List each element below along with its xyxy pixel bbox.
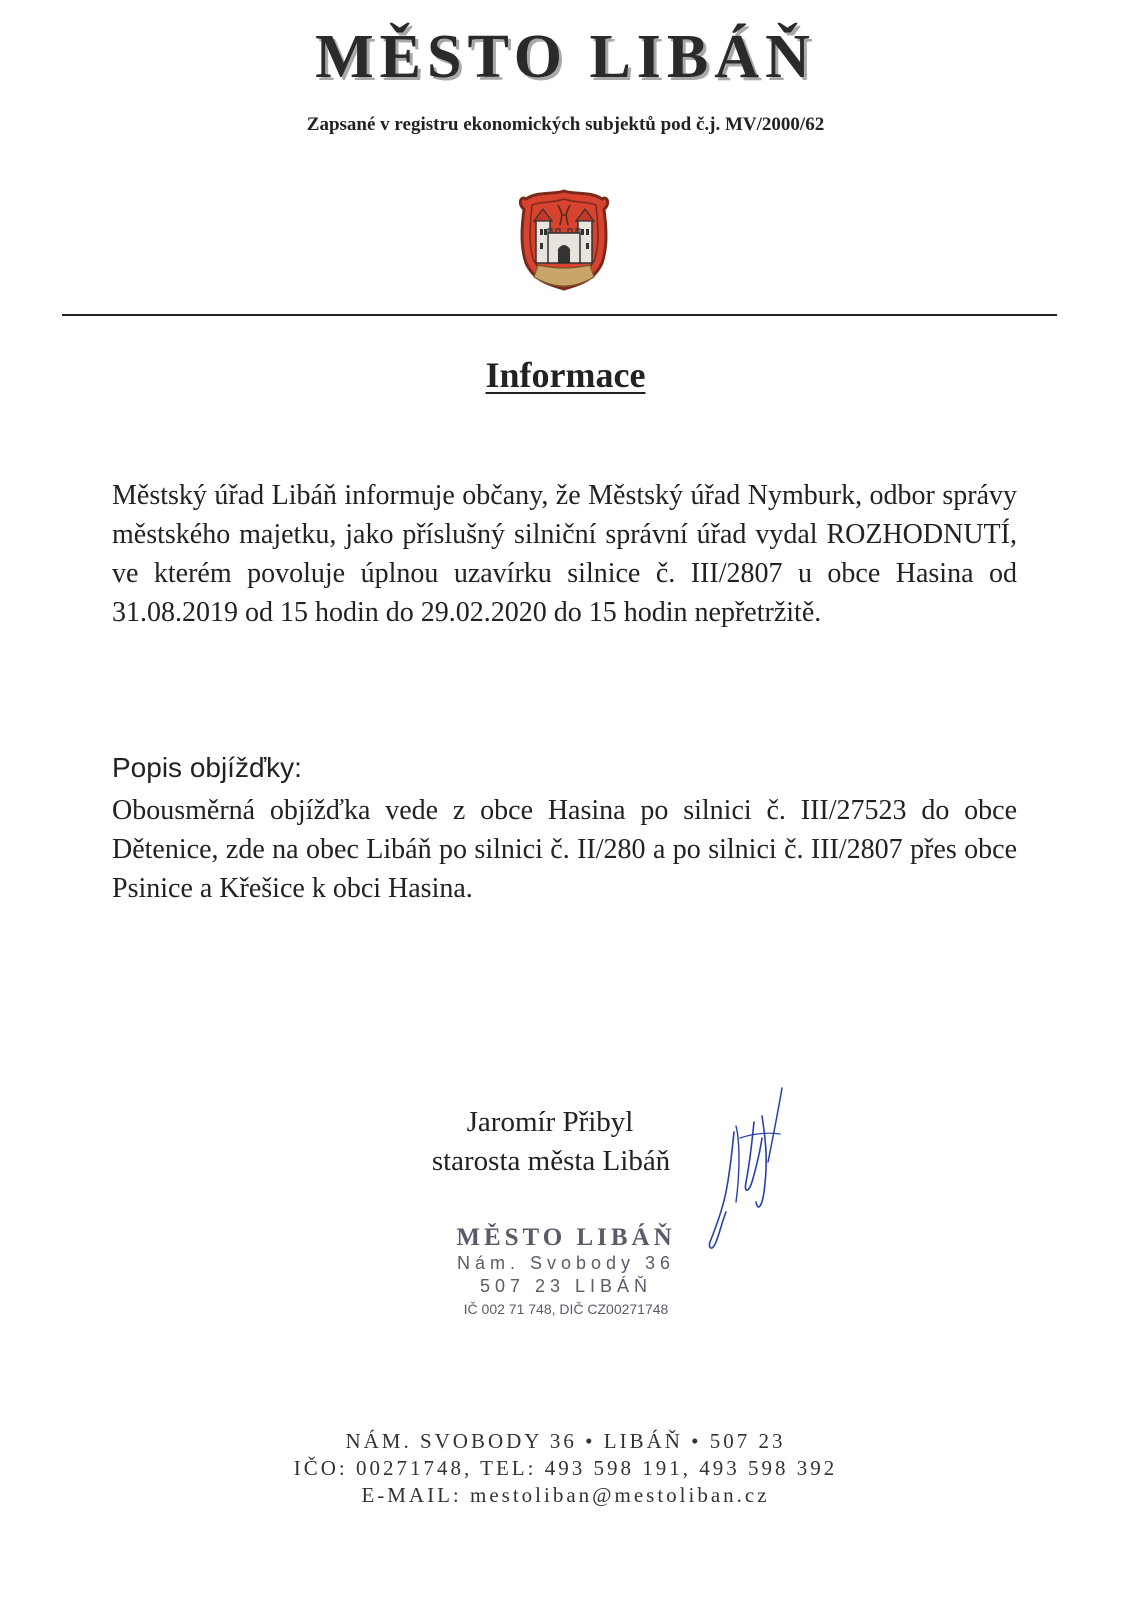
footer-email: E-MAIL: mestoliban@mestoliban.cz: [361, 1483, 770, 1507]
detour-label: Popis objížďky:: [112, 752, 302, 783]
stamp-title: MĚSTO LIBÁŇ: [456, 1224, 676, 1251]
letterhead-footer: [0, 1428, 1131, 1509]
document-title: Informace: [485, 355, 646, 395]
stamp-street: Nám. Svobody 36: [456, 1253, 676, 1273]
official-stamp: [436, 1224, 696, 1320]
handwritten-signature: [696, 1082, 796, 1282]
stamp-ids: IČ 002 71 748, DIČ CZ00271748: [463, 1301, 669, 1317]
signer-name: Jaromír Přibyl: [466, 1106, 634, 1138]
letterhead-title: MĚSTO LIBÁŇ: [315, 23, 816, 91]
main-paragraph: Městský úřad Libáň informuje občany, že Městský úřad Nymburk, odbor správy městského majetku, jako příslušný silniční správní úřad vydal ROZHODNUTÍ, ve kterém povoluje úplnou uzavírku silnice č. III/2807 u obce Hasina od 31.08.2019 od 15 hodin do 29.02.2020 do 15 hodin nepřetržitě.: [112, 480, 1017, 628]
signer-role: starosta města Libáň: [431, 1145, 671, 1177]
footer-ids-phone: IČO: 00271748, TEL: 493 598 191, 493 598 392: [293, 1456, 838, 1480]
stamp-city: 507 23 LIBÁŇ: [479, 1276, 653, 1296]
footer-address: NÁM. SVOBODY 36 • LIBÁŇ • 507 23: [345, 1429, 786, 1453]
coat-of-arms-icon: [516, 185, 612, 305]
letterhead-divider: [62, 314, 1057, 316]
detour-paragraph: Obousměrná objížďka vede z obce Hasina po silnici č. III/27523 do obce Dětenice, zde na obec Libáň po silnici č. II/280 a po silnici č. III/2807 přes obce Psinice a Křešice k obci Hasina.: [112, 795, 1017, 904]
letterhead-registration: Zapsané v registru ekonomických subjektů pod č.j. MV/2000/62: [306, 114, 825, 135]
